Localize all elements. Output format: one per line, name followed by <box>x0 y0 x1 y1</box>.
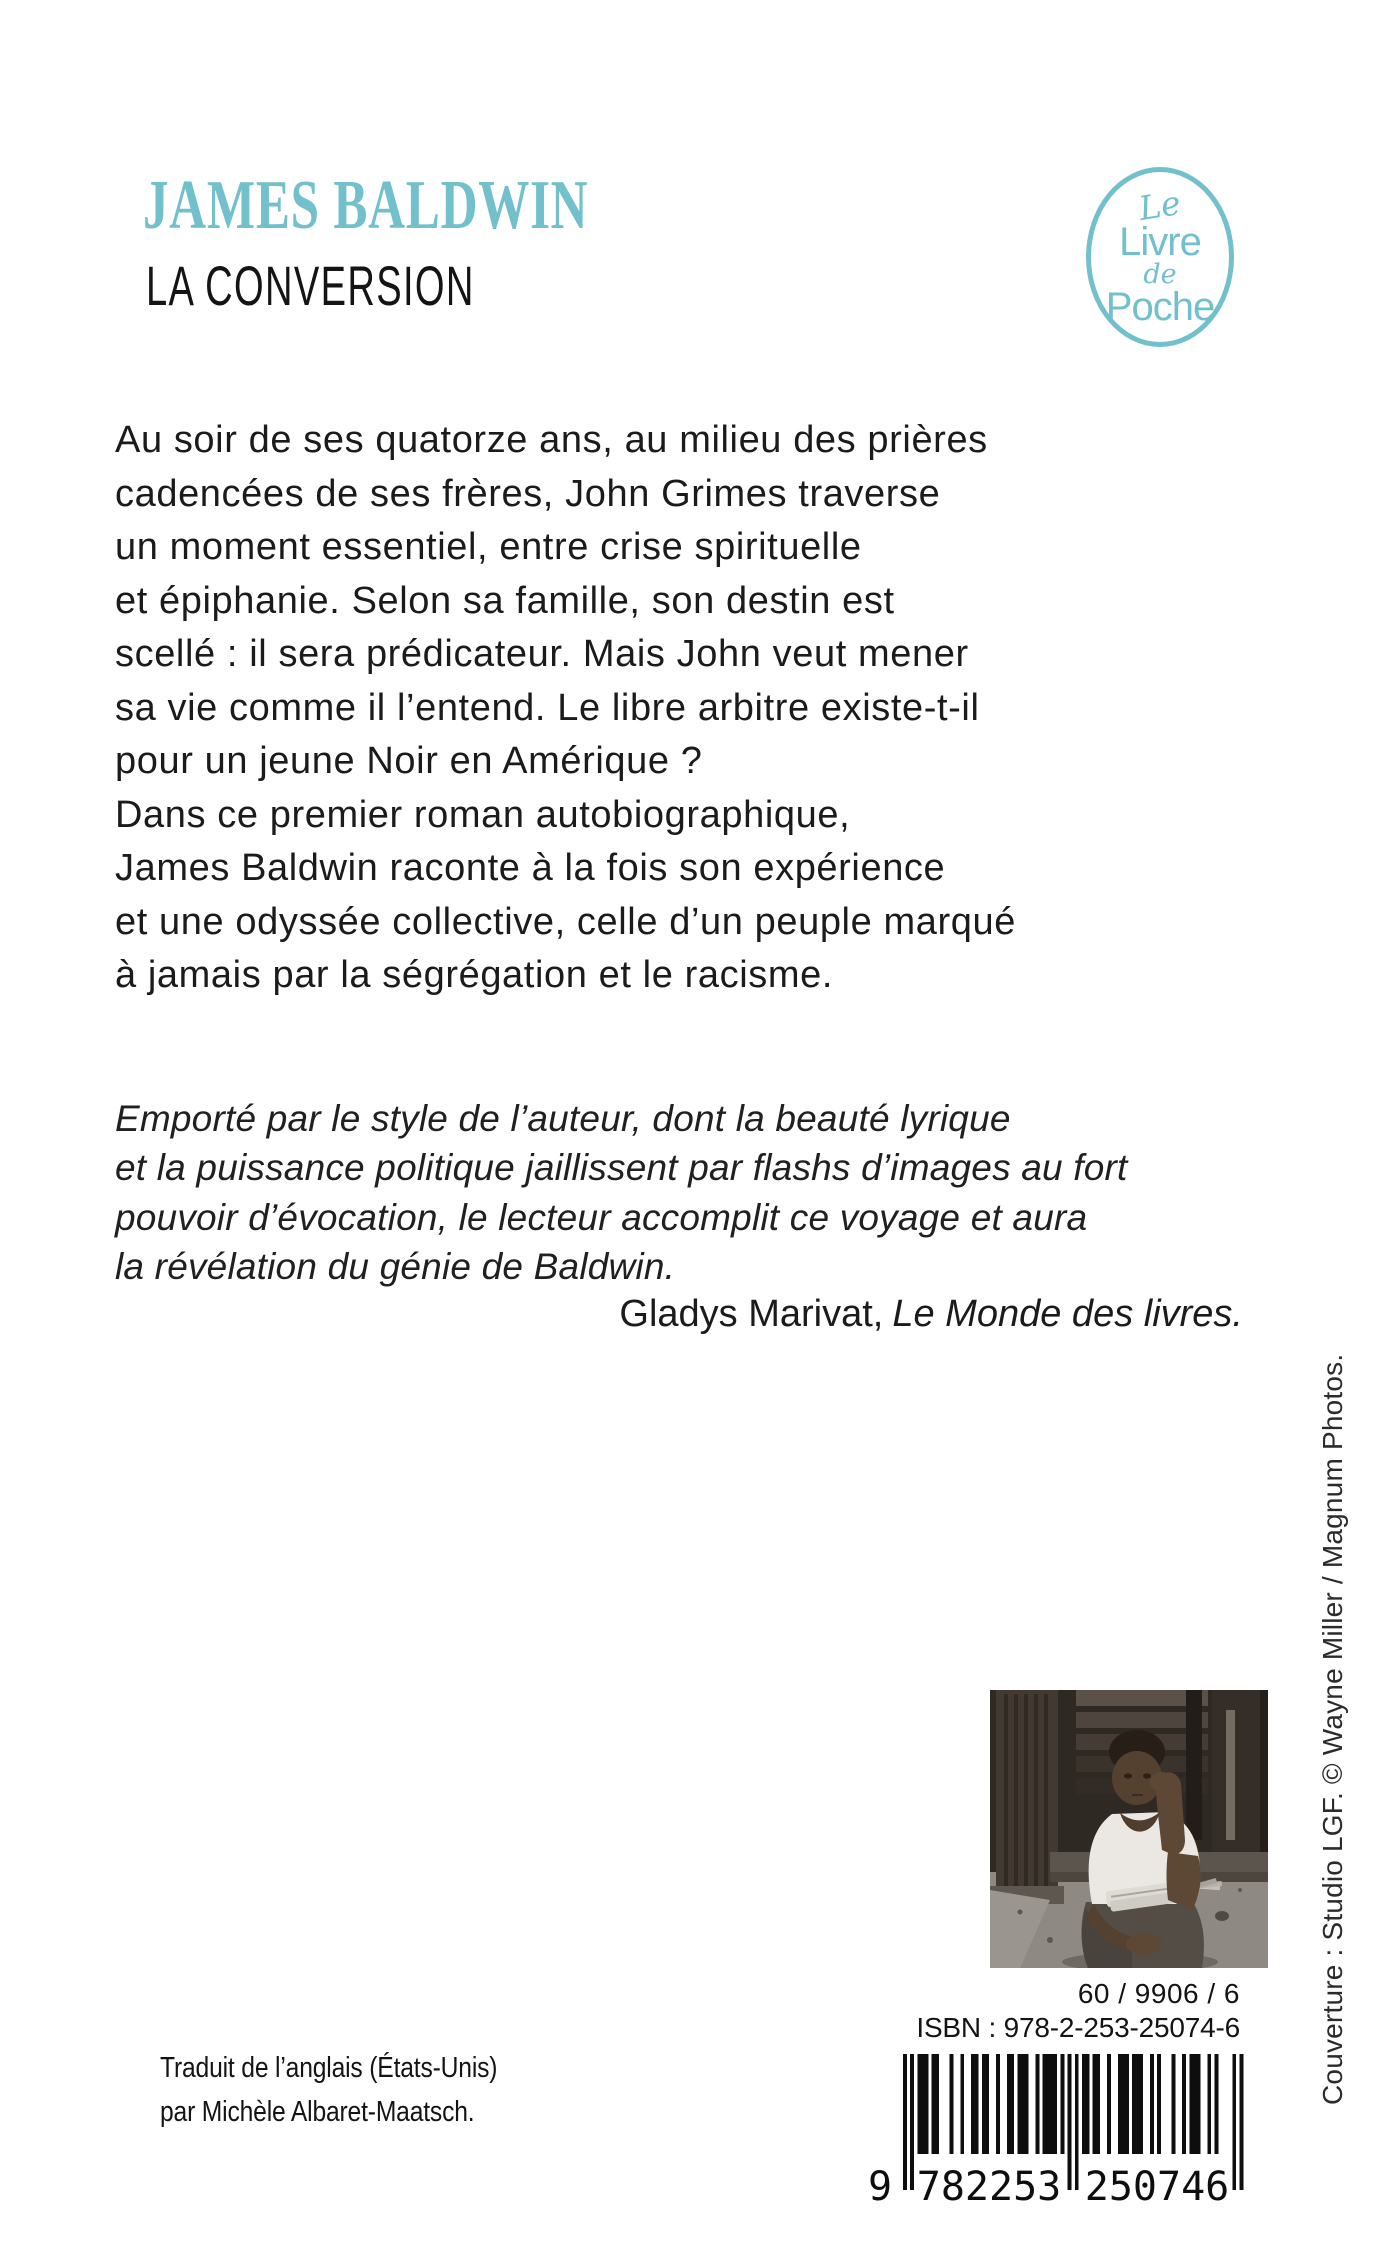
reviewer-name: Gladys Marivat, <box>619 1293 884 1335</box>
edition-serial: 60 / 9906 / 6 <box>1077 1978 1240 2009</box>
press-quote <box>115 1094 1255 1291</box>
press-quote-line: Emporté par le style de l’auteur, dont la beauté lyrique <box>115 1098 1011 1139</box>
synopsis-line: Au soir de ses quatorze ans, au milieu des prières <box>115 419 988 461</box>
synopsis-line: un moment essentiel, entre crise spirituelle <box>115 526 862 568</box>
barcode-digit-system: 9 <box>867 2164 893 2206</box>
synopsis-line: et une odyssée collective, celle d’un peuple marqué <box>115 900 1016 943</box>
photo-credit-vertical: Couverture : Studio LGF. © Wayne Miller / Magnum Photos. <box>1317 1353 1348 2105</box>
press-quote-line: et la puissance politique jaillissent par flashs d’images au fort <box>115 1147 1128 1189</box>
isbn-number: ISBN : 978-2-253-25074-6 <box>916 2012 1240 2043</box>
synopsis-line: pour un jeune Noir en Amérique ? <box>115 740 703 782</box>
press-quote-attribution <box>619 1292 1243 1336</box>
synopsis-line: James Baldwin raconte à la fois son expérience <box>115 847 946 889</box>
press-quote-line: pouvoir d’évocation, le lecteur accomplit ce voyage et aura <box>115 1196 1088 1238</box>
barcode-digit-group2: 250746 <box>1084 2164 1230 2206</box>
photo-door-panel <box>1212 1690 1268 1876</box>
ean-barcode <box>858 2054 1248 2206</box>
book-title: LA CONVERSION <box>146 254 475 317</box>
publisher-logo <box>1086 167 1234 347</box>
synopsis-line: à jamais par la ségrégation et le racisme. <box>115 954 833 996</box>
logo-word-livre: Livre <box>1119 219 1201 264</box>
barcode-digit-group1: 782253 <box>916 2164 1062 2206</box>
logo-word-poche: Poche <box>1105 284 1215 329</box>
synopsis-line: cadencées de ses frères, John Grimes traverse <box>115 472 941 515</box>
logo-word-le: Le <box>1136 182 1184 228</box>
press-quote-line: la révélation du génie de Baldwin. <box>115 1245 676 1287</box>
synopsis-line: et épiphanie. Selon sa famille, son destin est <box>115 579 895 622</box>
logo-word-de: de <box>1143 258 1177 290</box>
translation-line: par Michèle Albaret-Maatsch. <box>160 2096 475 2128</box>
synopsis-line: sa vie comme il l’entend. Le libre arbitre existe-t-il <box>115 686 980 729</box>
synopsis-paragraph <box>115 414 1195 1003</box>
synopsis-line: Dans ce premier roman autobiographique, <box>115 793 851 836</box>
synopsis-line: scellé : il sera prédicateur. Mais John veut mener <box>115 633 969 675</box>
translation-note <box>160 2046 497 2134</box>
translation-line: Traduit de l’anglais (États-Unis) <box>160 2052 498 2084</box>
cover-photo <box>990 1690 1268 1968</box>
author-name: JAMES BALDWIN <box>143 167 589 244</box>
review-source: Le Monde des livres. <box>892 1293 1243 1335</box>
